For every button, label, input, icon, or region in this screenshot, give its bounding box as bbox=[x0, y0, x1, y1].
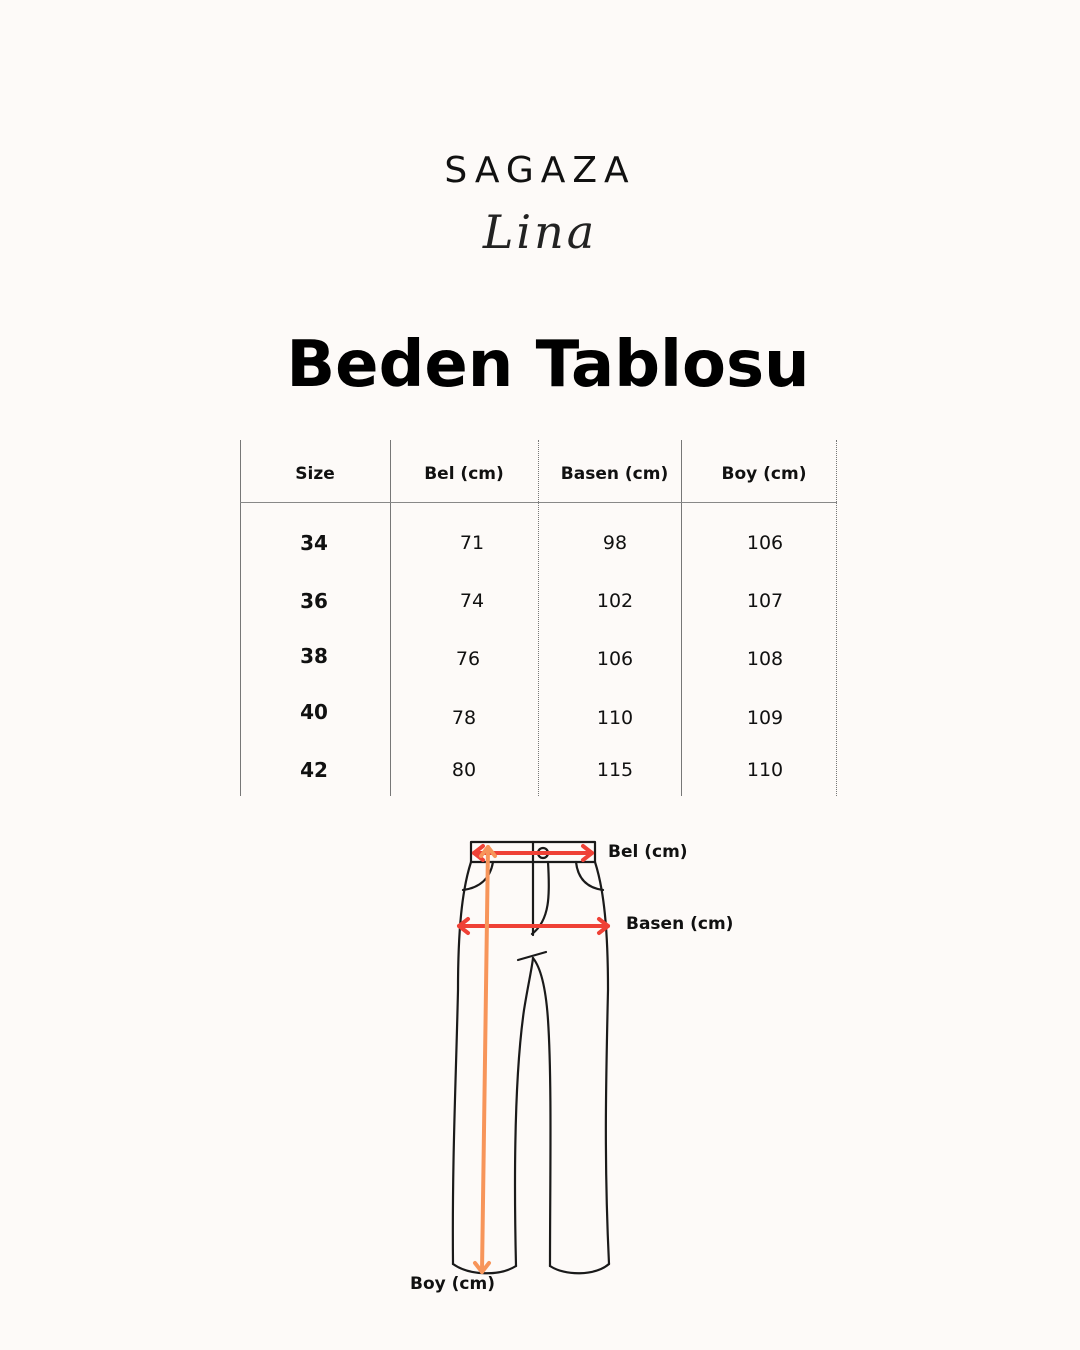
table-row-size: 42 bbox=[300, 758, 328, 782]
table-row-boy: 109 bbox=[746, 707, 784, 729]
table-row-bel: 78 bbox=[451, 707, 477, 729]
table-row-size: 34 bbox=[300, 531, 328, 555]
table-row-size: 38 bbox=[300, 644, 328, 668]
table-row-basen: 110 bbox=[596, 707, 634, 729]
table-row-boy: 106 bbox=[746, 532, 784, 554]
header-size: Size bbox=[295, 464, 335, 484]
table-row-size: 36 bbox=[300, 589, 328, 613]
page-title: Beden Tablosu bbox=[286, 328, 810, 402]
table-row-boy: 107 bbox=[746, 590, 784, 612]
hip-label: Basen (cm) bbox=[626, 914, 734, 934]
table-row-bel: 76 bbox=[455, 648, 481, 670]
sub-brand-logo: Lina bbox=[482, 205, 598, 259]
table-row-basen: 115 bbox=[596, 759, 634, 781]
header-boy: Boy (cm) bbox=[721, 464, 807, 484]
header-bel: Bel (cm) bbox=[424, 464, 504, 484]
trousers-icon bbox=[453, 842, 609, 1273]
table-row-bel: 80 bbox=[451, 759, 477, 781]
table-row-bel: 74 bbox=[459, 590, 485, 612]
header-basen: Basen (cm) bbox=[560, 464, 669, 484]
table-row-basen: 106 bbox=[596, 648, 634, 670]
brand-logo: SAGAZA bbox=[444, 150, 636, 191]
table-row-basen: 102 bbox=[596, 590, 634, 612]
length-measure-arrow bbox=[475, 847, 495, 1272]
table-row-bel: 71 bbox=[459, 532, 485, 554]
waist-label: Bel (cm) bbox=[608, 842, 688, 862]
table-row-basen: 98 bbox=[602, 532, 628, 554]
table-row-boy: 110 bbox=[746, 759, 784, 781]
table-row-boy: 108 bbox=[746, 648, 784, 670]
table-row-size: 40 bbox=[300, 700, 328, 724]
length-label: Boy (cm) bbox=[410, 1274, 495, 1294]
